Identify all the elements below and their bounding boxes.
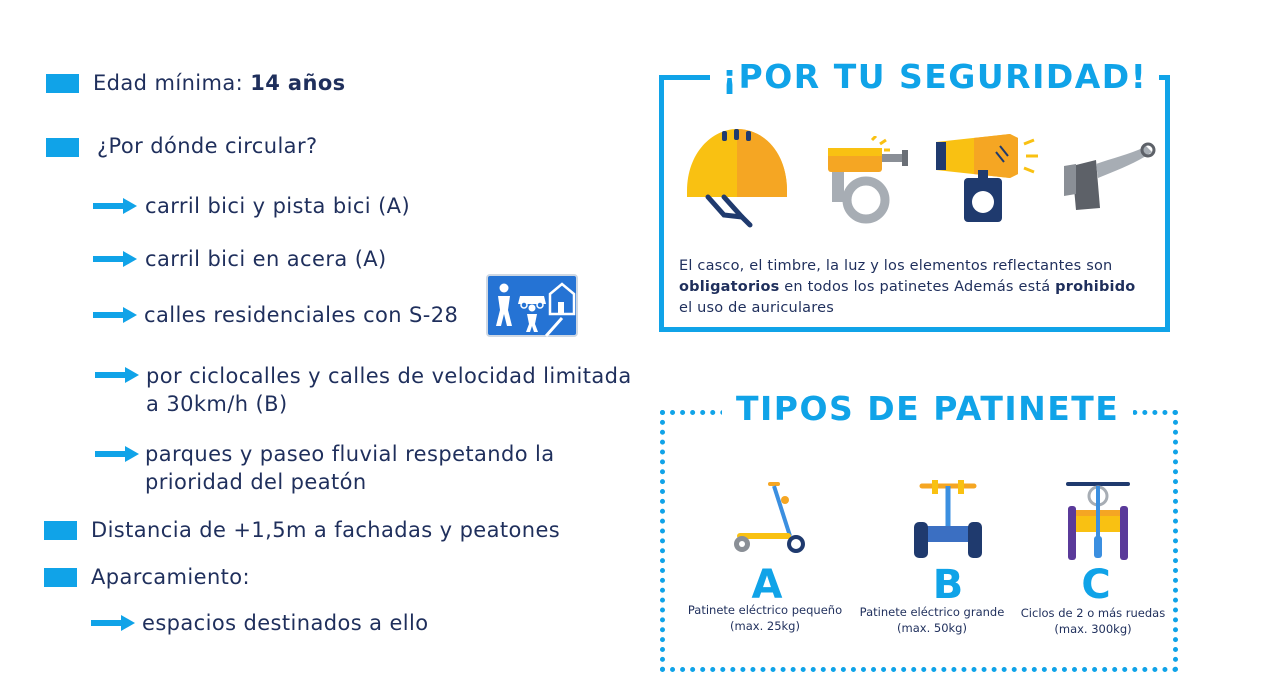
seguridad-bold-2: prohibido bbox=[1055, 279, 1136, 295]
bell-icon bbox=[826, 136, 910, 224]
residential-street-sign-icon bbox=[486, 274, 578, 337]
distancia-line: Distancia de +1,5m a fachadas y peatones bbox=[91, 518, 561, 542]
seguridad-text-2: en todos los patinetes Además está bbox=[779, 279, 1056, 295]
seguridad-text-3: el uso de auriculares bbox=[679, 300, 834, 316]
type-caption-b bbox=[852, 604, 1012, 636]
type-letter-b: B bbox=[932, 562, 964, 608]
tipos-title: TIPOS DE PATINETE bbox=[722, 388, 1133, 430]
tricycle-icon bbox=[1064, 478, 1132, 562]
seguridad-title: ¡POR TU SEGURIDAD! bbox=[710, 56, 1159, 98]
large-scooter-icon bbox=[912, 478, 984, 562]
arrow-icon bbox=[91, 615, 135, 631]
arrow-icon bbox=[95, 446, 139, 462]
route-item: carril bici y pista bici (A) bbox=[145, 194, 411, 218]
route-item: calles residenciales con S-28 bbox=[144, 303, 459, 327]
helmet-icon bbox=[684, 125, 790, 230]
arrow-icon bbox=[93, 307, 137, 323]
type-label-c: Ciclos de 2 o más ruedas bbox=[1020, 606, 1166, 620]
bike-light-icon bbox=[934, 130, 1040, 226]
arrow-icon bbox=[93, 251, 137, 267]
route-item: carril bici en acera (A) bbox=[145, 247, 387, 271]
edad-label: Edad mínima: bbox=[93, 71, 244, 95]
bullet-square bbox=[46, 74, 79, 93]
seguridad-text bbox=[679, 256, 1159, 319]
brake-lever-icon bbox=[1062, 140, 1158, 214]
seguridad-text-1: El casco, el timbre, la luz y los elementos reflectantes son bbox=[679, 258, 1113, 274]
bullet-square bbox=[46, 138, 79, 157]
route-item: por ciclocalles y calles de velocidad limitada bbox=[146, 364, 632, 388]
route-item-cont: prioridad del peatón bbox=[145, 470, 367, 494]
type-letter-c: C bbox=[1081, 562, 1111, 608]
route-item-cont: a 30km/h (B) bbox=[146, 392, 288, 416]
type-label-a: Patinete eléctrico pequeño bbox=[687, 603, 843, 617]
type-caption-a bbox=[685, 602, 845, 634]
arrow-icon bbox=[95, 367, 139, 383]
type-weight-c: (max. 300kg) bbox=[1054, 622, 1132, 636]
arrow-icon bbox=[93, 198, 137, 214]
circular-question: ¿Por dónde circular? bbox=[97, 134, 318, 158]
route-item: parques y paseo fluvial respetando la bbox=[145, 442, 555, 466]
type-label-b: Patinete eléctrico grande bbox=[859, 605, 1005, 619]
edad-line bbox=[93, 69, 346, 97]
small-scooter-icon bbox=[730, 480, 808, 558]
espacios-line: espacios destinados a ello bbox=[142, 611, 429, 635]
type-weight-a: (max. 25kg) bbox=[730, 619, 800, 633]
type-caption-c bbox=[1013, 605, 1173, 637]
seguridad-bold-1: obligatorios bbox=[679, 279, 780, 295]
aparcamiento-line: Aparcamiento: bbox=[91, 565, 251, 589]
type-letter-a: A bbox=[751, 562, 783, 608]
edad-value: 14 años bbox=[250, 71, 346, 95]
bullet-square bbox=[44, 568, 77, 587]
bullet-square bbox=[44, 521, 77, 540]
type-weight-b: (max. 50kg) bbox=[897, 621, 967, 635]
